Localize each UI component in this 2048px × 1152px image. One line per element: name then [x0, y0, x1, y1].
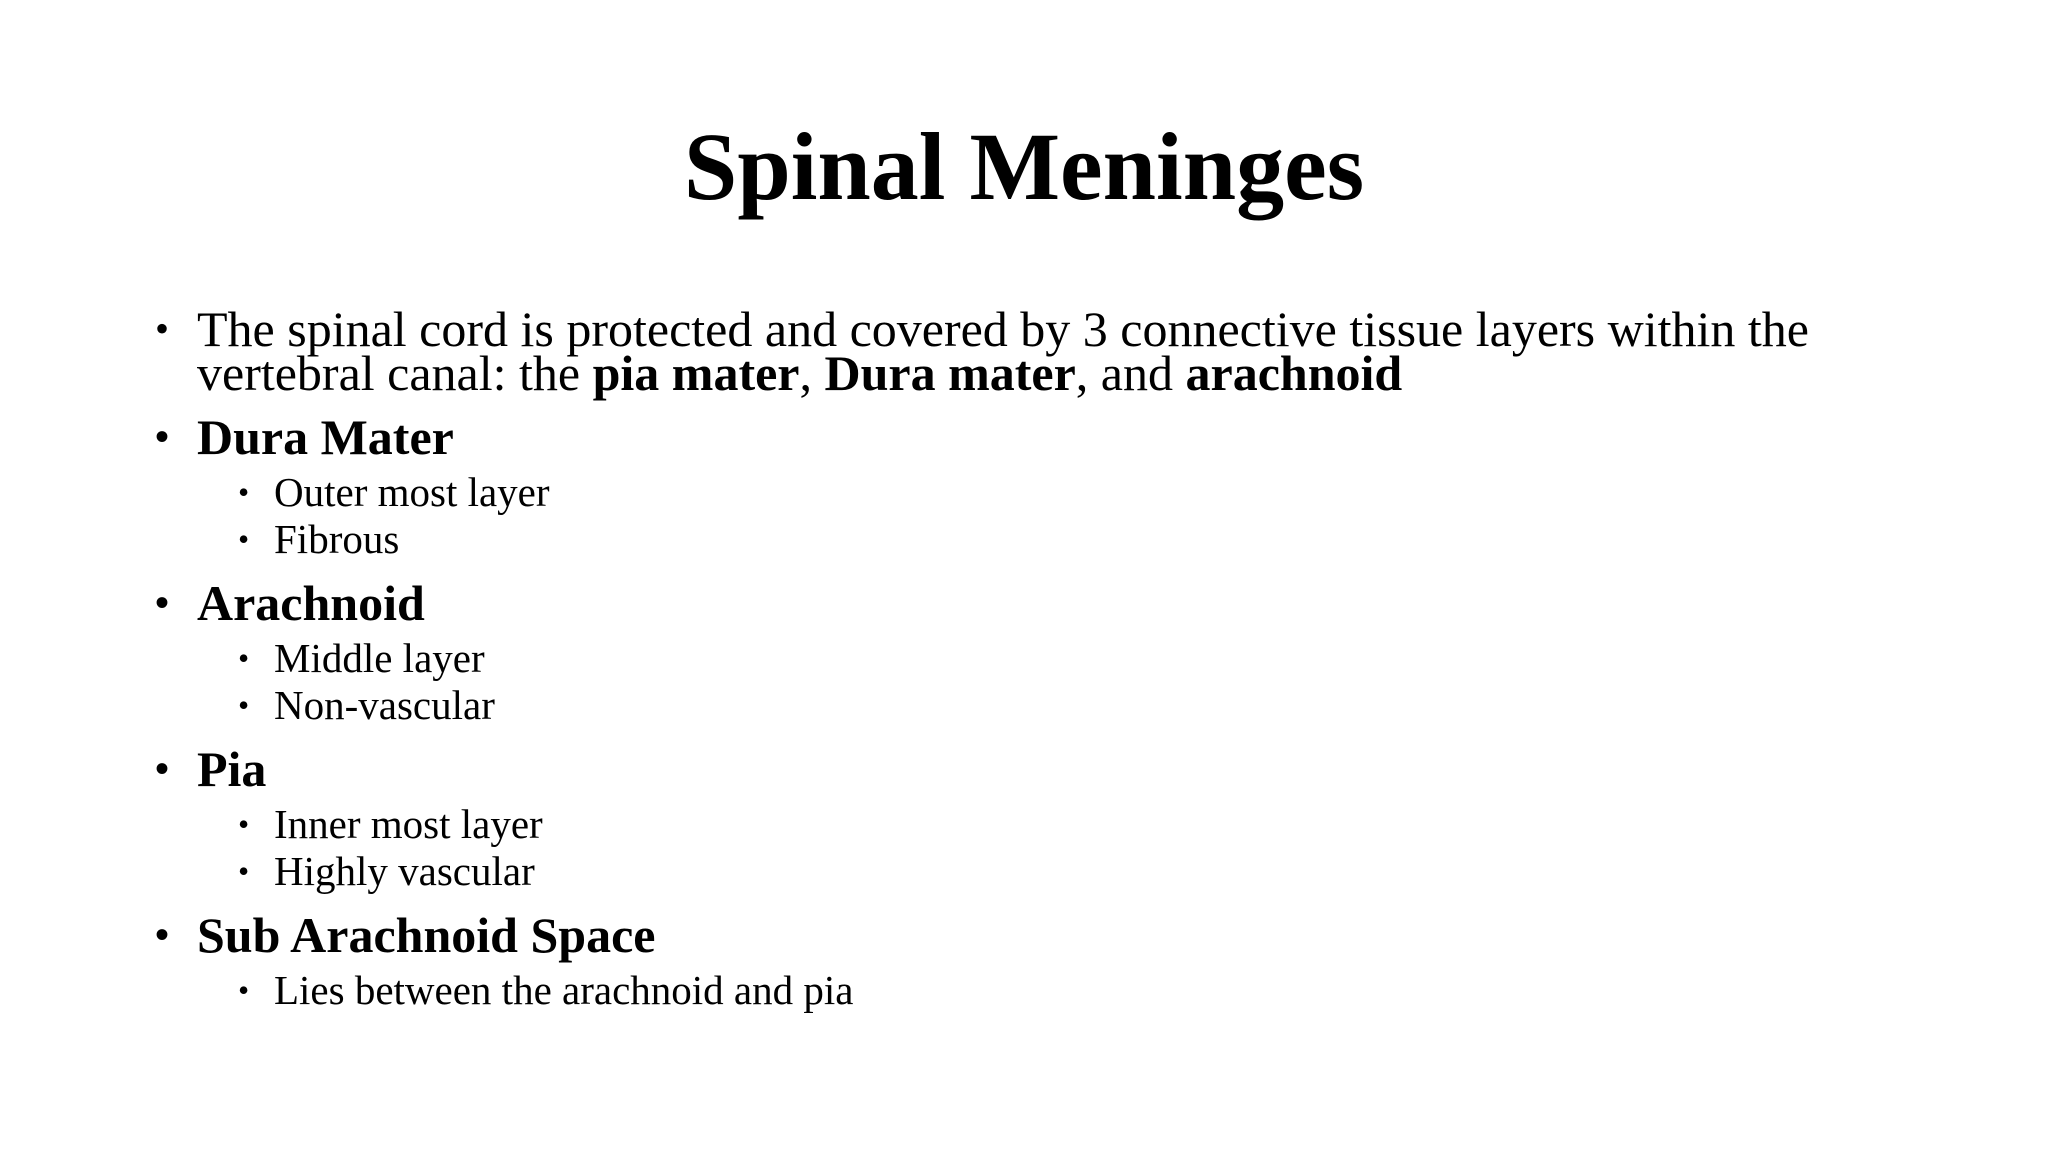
- bullet-icon: •: [238, 521, 250, 557]
- section-arachnoid: [155, 575, 1955, 729]
- intro-text-2: ,: [799, 345, 825, 401]
- bullet-icon: •: [155, 306, 170, 351]
- bullet-icon: •: [155, 912, 170, 957]
- section-heading-text: Sub Arachnoid Space: [197, 907, 656, 963]
- sub-bullet-text: Fibrous: [274, 516, 400, 562]
- sub-bullet: [155, 516, 1955, 563]
- sub-bullet-text: Highly vascular: [274, 848, 535, 894]
- bullet-icon: •: [238, 687, 250, 723]
- section-sub-arachnoid-space: [155, 907, 1955, 1014]
- bullet-icon: •: [155, 414, 170, 459]
- bullet-icon: •: [238, 806, 250, 842]
- slide-title: Spinal Meninges: [683, 113, 1365, 220]
- intro-bold-arachnoid: arachnoid: [1185, 345, 1403, 401]
- intro-bold-pia: pia mater: [592, 345, 800, 401]
- sub-bullet-text: Middle layer: [274, 635, 485, 681]
- section-pia: [155, 741, 1955, 895]
- section-heading: [155, 575, 1955, 631]
- section-heading: [155, 741, 1955, 797]
- bullet-icon: •: [238, 853, 250, 889]
- sub-bullet: [155, 469, 1955, 516]
- sub-bullet: [155, 801, 1955, 848]
- bullet-icon: •: [238, 640, 250, 676]
- bullet-icon: •: [155, 746, 170, 791]
- intro-text-3: , and: [1075, 345, 1186, 401]
- section-heading-text: Dura Mater: [197, 409, 454, 465]
- sub-bullet: [155, 967, 1955, 1014]
- sub-bullet-text: Outer most layer: [274, 469, 550, 515]
- sub-bullet: [155, 682, 1955, 729]
- bullet-icon: •: [238, 474, 250, 510]
- sub-bullet: [155, 635, 1955, 682]
- section-heading: [155, 907, 1955, 963]
- intro-text-1: The spinal cord is protected and covered by 3 connective tissue layers within the vertebral canal: the: [197, 301, 1809, 401]
- slide-content: [155, 301, 1955, 1032]
- sub-bullet: [155, 848, 1955, 895]
- bullet-icon: •: [155, 580, 170, 625]
- section-heading-text: Arachnoid: [197, 575, 425, 631]
- section-heading: [155, 409, 1955, 465]
- sub-bullet-text: Inner most layer: [274, 801, 543, 847]
- intro-bold-dura: Dura mater: [824, 345, 1076, 401]
- intro-bullet: [155, 301, 1955, 401]
- bullet-icon: •: [238, 972, 250, 1008]
- section-heading-text: Pia: [197, 741, 267, 797]
- sub-bullet-text: Lies between the arachnoid and pia: [274, 967, 854, 1013]
- section-dura-mater: [155, 409, 1955, 563]
- sub-bullet-text: Non-vascular: [274, 682, 495, 728]
